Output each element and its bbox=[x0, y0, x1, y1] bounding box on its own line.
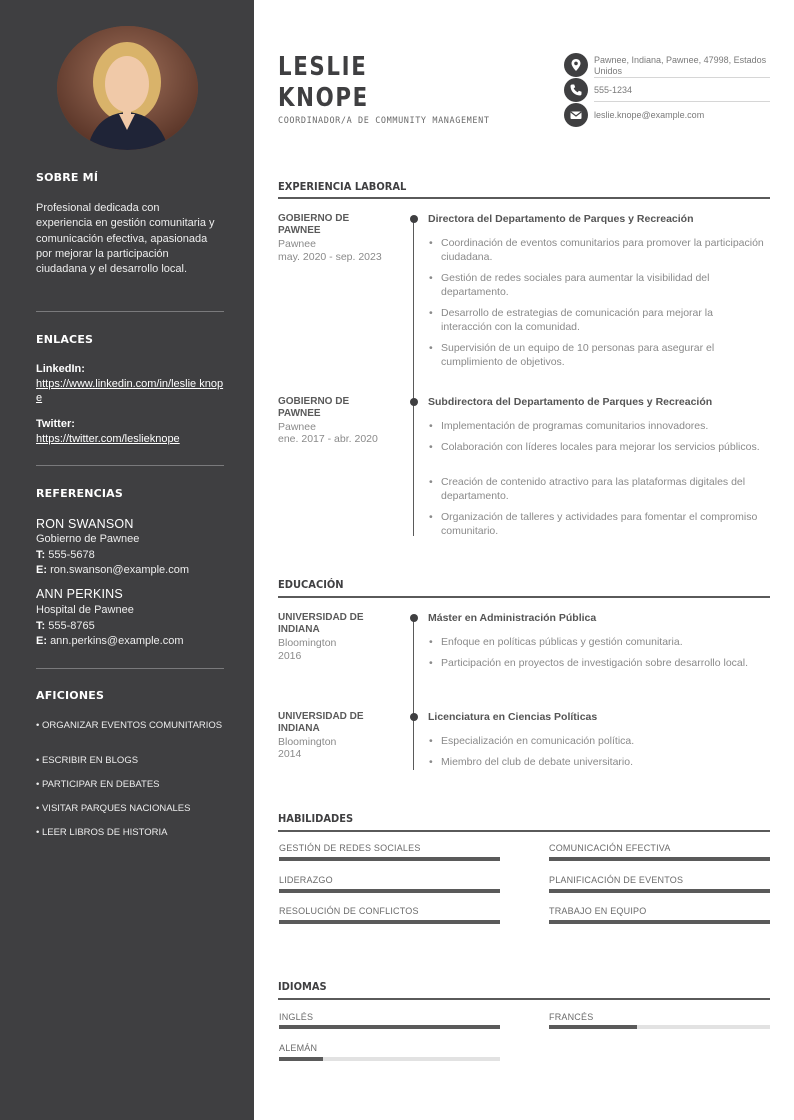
full-name bbox=[278, 52, 369, 114]
last-name: KNOPE bbox=[278, 83, 369, 113]
timeline-dot bbox=[410, 713, 418, 721]
skills-title: HABILIDADES bbox=[278, 812, 354, 825]
skill-label: COMUNICACIÓN EFECTIVA bbox=[549, 843, 671, 853]
experience-title: EXPERIENCIA LABORAL bbox=[278, 180, 407, 193]
languages-title: IDIOMAS bbox=[278, 980, 327, 993]
skill-bar bbox=[279, 857, 500, 861]
reference-email: E: ron.swanson@example.com bbox=[36, 564, 190, 576]
skill-label: RESOLUCIÓN DE CONFLICTOS bbox=[279, 906, 419, 916]
linkedin-label: LinkedIn: bbox=[36, 363, 85, 375]
job-bullet: • Coordinación de eventos comunitarios para promover la participación ciudadana. bbox=[428, 236, 766, 264]
school-name: UNIVERSIDAD DE INDIANA bbox=[278, 612, 364, 635]
job-bullet: • Implementación de programas comunitarios innovadores. bbox=[428, 419, 766, 433]
about-text: Profesional dedicada con experiencia en gestión comunitaria y comunicación efectiva, apasionada por mejorar la participación ciudadana y el desarrollo local. bbox=[36, 202, 215, 276]
skill-bar-fill bbox=[549, 857, 770, 861]
school-location: Bloomington bbox=[278, 736, 337, 748]
skill-bar-fill bbox=[279, 857, 500, 861]
skill-bar-fill bbox=[279, 889, 500, 893]
language-bar bbox=[279, 1057, 500, 1061]
language-bar bbox=[549, 1025, 770, 1029]
reference-org: Gobierno de Pawnee bbox=[36, 533, 140, 545]
employer-location: Pawnee bbox=[278, 238, 316, 250]
skill-bar-fill bbox=[549, 920, 770, 924]
reference-phone: T: 555-8765 bbox=[36, 620, 95, 632]
timeline-dot bbox=[410, 215, 418, 223]
job-bullet: • Colaboración con líderes locales para mejorar los servicios públicos. bbox=[428, 440, 766, 454]
job-bullet: • Gestión de redes sociales para aumentar la visibilidad del departamento. bbox=[428, 271, 766, 299]
divider bbox=[36, 668, 224, 669]
twitter-link[interactable]: https://twitter.com/leslieknope bbox=[36, 433, 180, 445]
contact-address: Pawnee, Indiana, Pawnee, 47998, Estados Unidos bbox=[594, 55, 767, 76]
skill-label: GESTIÓN DE REDES SOCIALES bbox=[279, 843, 421, 853]
sidebar bbox=[0, 0, 254, 1120]
language-bar-fill bbox=[549, 1025, 637, 1029]
links-title: ENLACES bbox=[36, 333, 94, 346]
language-label: ALEMÁN bbox=[279, 1043, 318, 1053]
education-bullet: • Miembro del club de debate universitario. bbox=[428, 755, 766, 769]
skill-bar-fill bbox=[549, 889, 770, 893]
job-role: COORDINADOR/A DE COMMUNITY MANAGEMENT bbox=[278, 116, 490, 126]
timeline-dot bbox=[410, 398, 418, 406]
employer-name: GOBIERNO DE PAWNEE bbox=[278, 396, 350, 419]
degree-title: Licenciatura en Ciencias Políticas bbox=[428, 711, 598, 723]
hobbies-title: AFICIONES bbox=[36, 689, 105, 702]
timeline-dot bbox=[410, 614, 418, 622]
skill-label: PLANIFICACIÓN DE EVENTOS bbox=[549, 875, 684, 885]
job-bullet: • Creación de contenido atractivo para las plataformas digitales del departamento. bbox=[428, 475, 766, 503]
divider bbox=[594, 101, 770, 102]
skill-label: LIDERAZGO bbox=[279, 875, 333, 885]
divider bbox=[36, 311, 224, 312]
location-pin-icon bbox=[564, 53, 588, 77]
first-name: LESLIE bbox=[278, 52, 368, 82]
reference-name: ANN PERKINS bbox=[36, 587, 123, 601]
section-rule bbox=[278, 998, 770, 1000]
linkedin-link[interactable]: https://www.linkedin.com/in/leslie knope bbox=[36, 378, 224, 404]
reference-phone: T: 555-5678 bbox=[36, 549, 95, 561]
about-title: SOBRE MÍ bbox=[36, 171, 99, 184]
language-label: FRANCÉS bbox=[549, 1012, 594, 1022]
section-rule bbox=[278, 197, 770, 199]
skill-bar bbox=[549, 857, 770, 861]
hobby-item: • LEER LIBROS DE HISTORIA bbox=[36, 827, 168, 838]
envelope-icon bbox=[564, 103, 588, 127]
section-rule bbox=[278, 830, 770, 832]
skill-bar bbox=[279, 920, 500, 924]
reference-name: RON SWANSON bbox=[36, 517, 134, 531]
profile-photo bbox=[57, 26, 198, 150]
skill-bar bbox=[279, 889, 500, 893]
reference-org: Hospital de Pawnee bbox=[36, 604, 134, 616]
hobby-item: • ESCRIBIR EN BLOGS bbox=[36, 755, 139, 766]
section-rule bbox=[278, 596, 770, 598]
education-title: EDUCACIÓN bbox=[278, 578, 344, 591]
skill-bar bbox=[549, 889, 770, 893]
phone-icon bbox=[564, 78, 588, 102]
hobby-item: • PARTICIPAR EN DEBATES bbox=[36, 779, 160, 790]
degree-title: Máster en Administración Pública bbox=[428, 612, 597, 624]
timeline-line bbox=[413, 216, 414, 536]
hobby-item: • VISITAR PARQUES NACIONALES bbox=[36, 803, 191, 814]
education-bullet: • Especialización en comunicación política. bbox=[428, 734, 766, 748]
skill-label: TRABAJO EN EQUIPO bbox=[549, 906, 647, 916]
graduation-year: 2016 bbox=[278, 650, 302, 662]
job-title: Directora del Departamento de Parques y Recreación bbox=[428, 213, 694, 225]
job-title: Subdirectora del Departamento de Parques y Recreación bbox=[428, 396, 713, 408]
graduation-year: 2014 bbox=[278, 748, 302, 760]
timeline-line bbox=[413, 615, 414, 770]
references-title: REFERENCIAS bbox=[36, 487, 124, 500]
school-location: Bloomington bbox=[278, 637, 337, 649]
school-name: UNIVERSIDAD DE INDIANA bbox=[278, 711, 364, 734]
job-bullet: • Supervisión de un equipo de 10 personas para asegurar el cumplimiento de objetivos. bbox=[428, 341, 766, 369]
job-dates: ene. 2017 - abr. 2020 bbox=[278, 433, 378, 445]
language-label: INGLÉS bbox=[279, 1012, 314, 1022]
divider bbox=[36, 465, 224, 466]
job-dates: may. 2020 - sep. 2023 bbox=[278, 251, 382, 263]
language-bar bbox=[279, 1025, 500, 1029]
twitter-label: Twitter: bbox=[36, 418, 75, 430]
skill-bar-fill bbox=[279, 920, 500, 924]
contact-phone: 555-1234 bbox=[594, 85, 633, 95]
avatar bbox=[57, 26, 198, 150]
language-bar-fill bbox=[279, 1025, 500, 1029]
reference-email: E: ann.perkins@example.com bbox=[36, 635, 184, 647]
skill-bar bbox=[549, 920, 770, 924]
language-bar-fill bbox=[279, 1057, 323, 1061]
employer-name: GOBIERNO DE PAWNEE bbox=[278, 213, 350, 236]
job-bullet: • Desarrollo de estrategias de comunicación para mejorar la interacción con la comunidad. bbox=[428, 306, 766, 334]
education-bullet: • Participación en proyectos de investigación sobre desarrollo local. bbox=[428, 656, 766, 670]
education-bullet: • Enfoque en políticas públicas y gestión comunitaria. bbox=[428, 635, 766, 649]
job-bullet: • Organización de talleres y actividades para fomentar el compromiso comunitario. bbox=[428, 510, 766, 538]
contact-email[interactable]: leslie.knope@example.com bbox=[594, 110, 705, 120]
employer-location: Pawnee bbox=[278, 421, 316, 433]
hobby-item: • ORGANIZAR EVENTOS COMUNITARIOS bbox=[36, 720, 223, 731]
divider bbox=[594, 77, 770, 78]
